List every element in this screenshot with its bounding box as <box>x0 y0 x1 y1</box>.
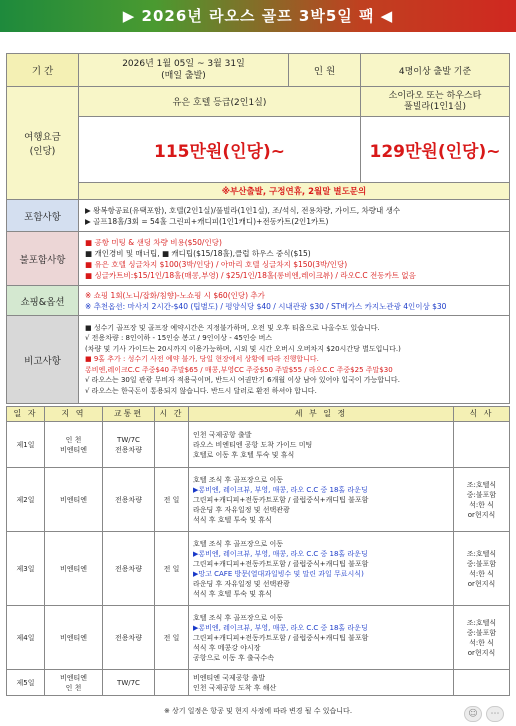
schedule-line: ▶망고 CAFE 방문(열대과일빙수 및 말린 과일 무료시식) <box>193 569 364 578</box>
remarks-label: 비고사항 <box>7 316 79 404</box>
schedule-line: 그린피+캐디피+전동카트포함 / 클럽중식+캐디팁 불포함 <box>193 559 369 568</box>
schedule-day: 제5일 <box>7 670 45 696</box>
schedule-place: 비엔티엔 인 천 <box>45 670 103 696</box>
schedule-line: 라오스 비엔티엔 공항 도착 가이드 미팅 <box>193 440 313 449</box>
period-label: 기 간 <box>7 54 79 87</box>
schedule-transport: TW/7C 전용차량 <box>103 422 155 468</box>
schedule-day: 제2일 <box>7 468 45 532</box>
schedule-time: 전 일 <box>155 606 189 670</box>
schedule-line: 비엔티엔 국제공항 출발 <box>193 673 266 682</box>
schedule-meal: 조:호텔식 중:불포함 석:한 식 or현지식 <box>454 606 510 670</box>
price-option2-title: 소이라오 또는 하우스타 풀빌라(1인1실) <box>361 87 510 117</box>
period-sub: (매일 출발) <box>161 71 206 81</box>
option-line: ※ 추천옵션: 마사지 2시간-$40 (팁별도) / 평양식당 $40 / 시내관광 $30 / ST베가스 카지노관광 4인이상 $30 <box>85 301 447 311</box>
excluded-item: ■ 공항 미팅 & 샌딩 차량 비용($50/인당) <box>85 237 222 247</box>
more-icon[interactable]: ☺ <box>464 706 482 722</box>
schedule-line: 인천 국제공항 도착 후 해산 <box>193 683 277 692</box>
included-list <box>79 200 510 232</box>
schedule-table <box>6 406 510 696</box>
chat-icon[interactable]: ⋯ <box>486 706 504 722</box>
schedule-line: 석식 후 메콩강 야시장 <box>193 643 261 652</box>
schedule-head-place: 지 역 <box>45 407 103 422</box>
schedule-head-day: 일 자 <box>7 407 45 422</box>
excluded-item: ■ 싱글카트비:$15/1인/18홀(매콩,부영) / $25/1인/18홀(롱비엔,레이크뷰) / 라오C.C 전동카트 없음 <box>85 270 416 280</box>
schedule-meal: 조:호텔식 중:불포함 석:한 식 or현지식 <box>454 532 510 606</box>
schedule-time <box>155 670 189 696</box>
schedule-line: ▶롱비엔, 레이크뷰, 부영, 매콩, 라오 C.C 중 18홀 라운딩 <box>193 549 368 558</box>
excluded-item: ■ 유은 호텔 싱글차지 $100(3박/인당) / 아마리 호텔 싱글차지 $150(3박/인당) <box>85 259 348 269</box>
period-dates: 2026년 1월 05일 ~ 3월 31일 <box>122 59 245 69</box>
schedule-day: 제1일 <box>7 422 45 468</box>
shopping-line: ※ 쇼핑 1회(노니/잡화/침향)-노쇼핑 시 $60(인당) 추가 <box>85 290 265 300</box>
period-value <box>79 54 289 87</box>
schedule-head-meal: 식 사 <box>454 407 510 422</box>
schedule-day: 제3일 <box>7 532 45 606</box>
schedule-line: 그린피+캐디피+전동카트포함 / 클럽중식+캐디팁 불포함 <box>193 495 369 504</box>
remark-item: 롱비엔,레이크C.C 주중$40 주말$65 / 매콩,부영CC 주중$50 주말$55 / 라오C.C 주중$25 주말$30 <box>85 365 393 374</box>
included-label: 포함사항 <box>7 200 79 232</box>
schedule-place: 인 천 비엔티엔 <box>45 422 103 468</box>
shopping-label: 쇼핑&옵션 <box>7 286 79 316</box>
schedule-head-detail: 세 부 일 정 <box>189 407 454 422</box>
schedule-line: 공항으로 이동 후 출국수속 <box>193 653 275 662</box>
schedule-head-time: 시 간 <box>155 407 189 422</box>
schedule-line: 그린피+캐디피+전동카트포함 / 클럽중식+캐디팁 불포함 <box>193 633 369 642</box>
schedule-line: ▶롱비엔, 레이크뷰, 부영, 매콩, 라오 C.C 중 18홀 라운딩 <box>193 485 368 494</box>
people-label: 인 원 <box>289 54 361 87</box>
remark-item: √ 전용차량 : 8인이하 - 15인승 봉고 / 9인이상 - 45인승 버스 <box>85 334 273 343</box>
schedule-meal: 조:호텔식 중:불포함 석:한 식 or현지식 <box>454 468 510 532</box>
schedule-line: 석식 후 호텔 투숙 및 휴식 <box>193 589 272 598</box>
schedule-transport: 전용차량 <box>103 606 155 670</box>
schedule-line: 인천 국제공항 출발 <box>193 430 252 439</box>
price-option1-title: 유은 호텔 등급(2인1실) <box>79 87 361 117</box>
schedule-place: 비엔티엔 <box>45 532 103 606</box>
schedule-transport: TW/7C <box>103 670 155 696</box>
schedule-row <box>7 670 510 696</box>
schedule-line: ▶롱비엔, 레이크뷰, 부영, 매콩, 라오 C.C 중 18홀 라운딩 <box>193 623 368 632</box>
people-value: 4명이상 출발 기준 <box>361 54 510 87</box>
schedule-line: 호텔로 이동 후 호텔 투숙 및 휴식 <box>193 450 295 459</box>
remarks-list <box>79 316 510 404</box>
page-title: ▶ 2026년 라오스 골프 3박5일 팩 ◀ <box>0 0 516 32</box>
schedule-detail <box>189 468 454 532</box>
schedule-time: 전 일 <box>155 532 189 606</box>
schedule-line: 호텔 조식 후 골프장으로 이동 <box>193 613 284 622</box>
remark-item: √ 라오스는 30일 관광 무비자 적용국이며, 반드시 여권만기 6개월 이상 남아 있어야 입국이 가능합니다. <box>85 376 400 385</box>
remark-item: ■ 성수기 골프장 및 골프장 예약시간은 지정불가하며, 오전 및 오후 티옵으로 나올수도 있습니다. <box>85 323 380 332</box>
schedule-time: 전 일 <box>155 468 189 532</box>
schedule-row <box>7 532 510 606</box>
schedule-line: 호텔 조식 후 골프장으로 이동 <box>193 475 284 484</box>
schedule-day: 제4일 <box>7 606 45 670</box>
schedule-line: 라운딩 후 자유일정 및 선택관광 <box>193 579 290 588</box>
schedule-line: 호텔 조식 후 골프장으로 이동 <box>193 539 284 548</box>
schedule-detail <box>189 532 454 606</box>
price-option1-value: 115만원(인당)~ <box>79 117 361 183</box>
schedule-time <box>155 422 189 468</box>
remark-item: (차량 및 기사 가이드는 20시까지 이용가능하며, 시외 및 시간 오버시 오버차지 $20시간당 별도입니다.) <box>85 344 401 353</box>
included-item: ▶ 골프18홀/3회 = 54홀 그린피+캐디피(1인1캐디)+전동카트(2인1카트) <box>85 216 329 226</box>
schedule-meal <box>454 670 510 696</box>
price-option2-value: 129만원(인당)~ <box>361 117 510 183</box>
package-info-table <box>6 53 510 404</box>
schedule-head-transport: 교통편 <box>103 407 155 422</box>
schedule-line: 라운딩 후 자유일정 및 선택관광 <box>193 505 290 514</box>
schedule-row <box>7 468 510 532</box>
excluded-item: ■ 개인경비 및 매너팁, ■ 캐디팁($15/18홀),클럽 하우스 중식($15) <box>85 248 311 258</box>
schedule-detail <box>189 606 454 670</box>
schedule-transport: 전용차량 <box>103 532 155 606</box>
remark-item: ■ 9홀 추가 : 성수기 사전 예약 불가, 당일 현장에서 상황에 따라 진행합니다. <box>85 355 319 364</box>
schedule-place: 비엔티엔 <box>45 468 103 532</box>
schedule-row <box>7 606 510 670</box>
schedule-meal <box>454 422 510 468</box>
schedule-place: 비엔티엔 <box>45 606 103 670</box>
schedule-detail <box>189 422 454 468</box>
shopping-list <box>79 286 510 316</box>
schedule-footer-note: ※ 상기 일정은 항공 및 현지 사정에 따라 변경 될 수 있습니다. <box>163 707 353 715</box>
schedule-row <box>7 422 510 468</box>
excluded-label: 불포함사항 <box>7 232 79 286</box>
excluded-list <box>79 232 510 286</box>
schedule-line: 석식 후 호텔 투숙 및 휴식 <box>193 515 272 524</box>
schedule-detail <box>189 670 454 696</box>
included-item: ▶ 왕복항공료(유택포함), 호텔(2인1실)/풀빌라(1인1실), 조/석식, 전용차량, 가이드, 차량내 생수 <box>85 205 401 215</box>
schedule-transport: 전용차량 <box>103 468 155 532</box>
price-label: 여행요금 (인당) <box>7 87 79 200</box>
remark-item: √ 라오스는 한국돈이 통용되지 않습니다. 반드시 달러로 환전 하셔야 합니다. <box>85 386 317 395</box>
price-note: ※부산출발, 구정연휴, 2월말 별도문의 <box>79 183 510 200</box>
